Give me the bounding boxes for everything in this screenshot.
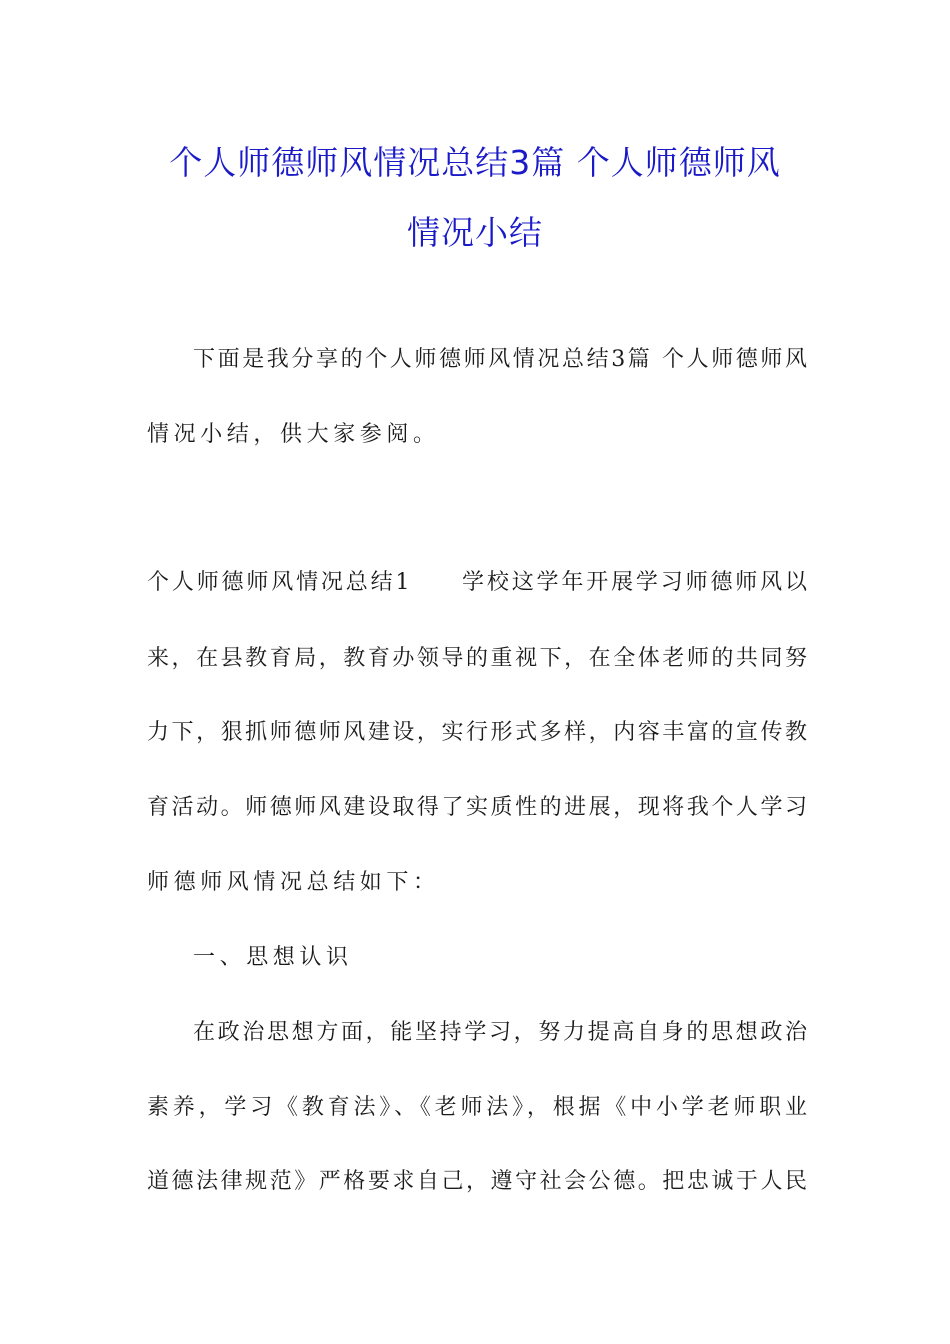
intro-line-1: 下面是我分享的个人师德师风情况总结3篇 个人师德师风 xyxy=(193,347,807,372)
paragraph-line: 力下，狠抓师德师风建设，实行形式多样，内容丰富的宣传教 xyxy=(147,720,807,745)
paragraph-line: 来，在县教育局，教育办领导的重视下，在全体老师的共同努 xyxy=(147,646,807,671)
title-line-2: 情况小结 xyxy=(407,213,543,252)
paragraph-line: 个人师德师风情况总结1 学校这学年开展学习师德师风以 xyxy=(147,570,807,595)
title-line-1: 个人师德师风情况总结3篇 个人师德师风 xyxy=(169,143,781,182)
paragraph-line: 育活动。师德师风建设取得了实质性的进展，现将我个人学习 xyxy=(147,795,807,820)
paragraph-line: 在政治思想方面，能坚持学习，努力提高自身的思想政治 xyxy=(193,1020,807,1045)
document-title xyxy=(120,128,830,268)
intro-line-2: 情况小结，供大家参阅。 xyxy=(147,422,440,447)
paragraph-line: 师德师风情况总结如下： xyxy=(147,870,440,895)
paragraph-line: 素养，学习《教育法》、《老师法》，根据《中小学老师职业 xyxy=(147,1095,807,1120)
section-heading: 一、思想认识 xyxy=(193,945,353,970)
paragraph-line: 道德法律规范》严格要求自己，遵守社会公德。把忠诚于人民 xyxy=(147,1169,807,1194)
